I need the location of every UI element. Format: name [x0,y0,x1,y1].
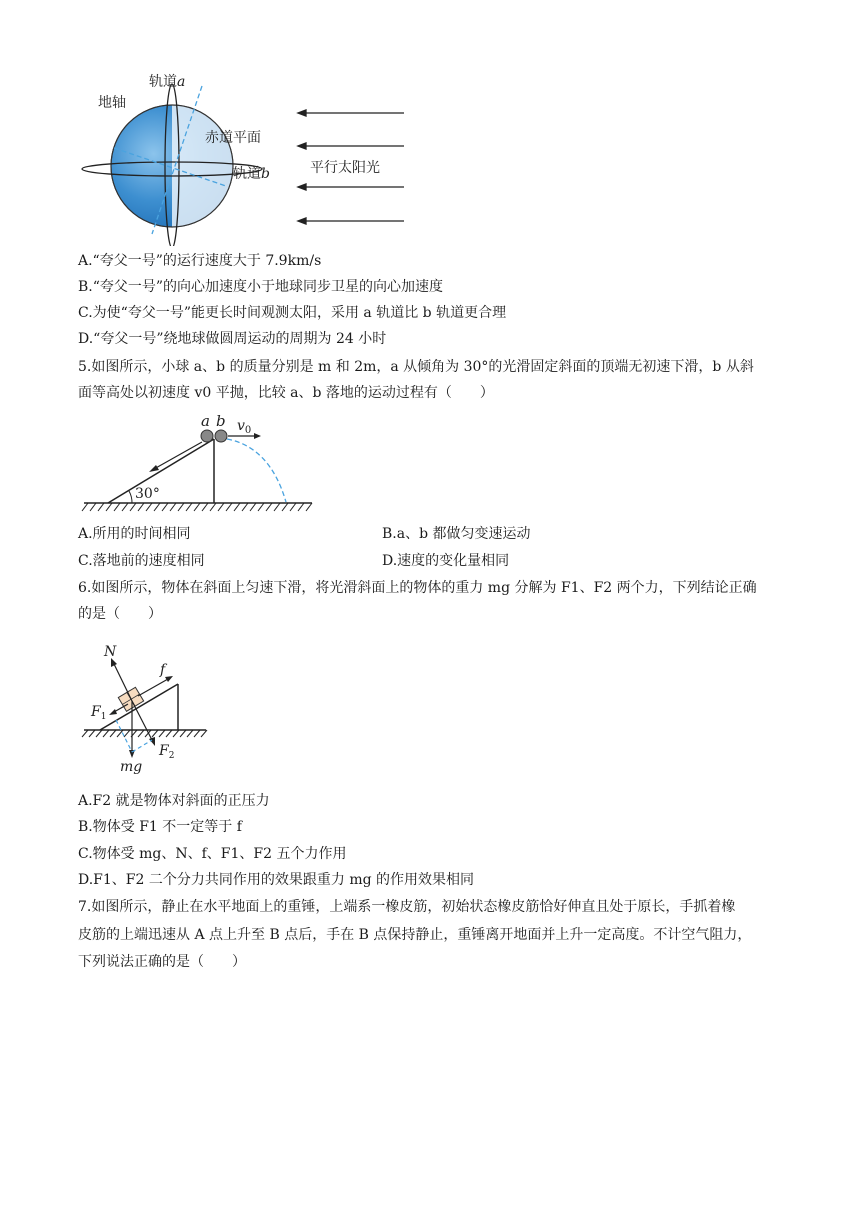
svg-text:F2: $F_2$ [159,743,175,761]
label-orbit-b: 轨道 [233,166,261,182]
incline-projectile-figure [80,412,320,516]
earth-orbit-figure [74,66,414,246]
label-mg: mg [120,759,143,775]
q4-option-c: C.为使“夸父一号”能更长时间观测太阳，采用 a 轨道比 b 轨道更合理 [78,305,507,321]
q5-option-b: B.a、b 都做匀变速运动 [382,526,531,542]
label-F2: F [159,743,169,759]
label-axis: 地轴 [98,95,126,111]
q5-stem-line1: 5.如图所示，小球 a、b 的质量分别是 m 和 2m，a 从倾角为 30°的光滑固定斜面的顶端无初速下滑，b 从斜 [78,359,754,375]
label-b: b [216,412,226,430]
q4-option-b: B.“夸父一号”的向心加速度小于地球同步卫星的向心加速度 [78,279,444,295]
label-angle: 30° [135,486,160,502]
label-sunlight: 平行太阳光 [310,160,380,176]
label-a: a [201,412,210,430]
ball-b [215,430,227,442]
q7-stem-line1: 7.如图所示，静止在水平地面上的重锤，上端系一橡皮筋，初始状态橡皮筋恰好伸直且处于原长，手抓着橡 [78,899,736,915]
label-orbit-a: 轨道 [149,74,177,90]
q7-stem-line2: 皮筋的上端迅速从 A 点上升至 B 点后，手在 B 点保持静止，重锤离开地面并上升一定高度。不计空气阻力， [78,927,752,943]
trajectory-b [227,439,286,502]
label-f: f [160,662,166,678]
svg-text:轨道a: 轨道a [149,74,186,90]
label-v0: v [237,418,245,434]
q7-stem-line3: 下列说法正确的是（ ） [78,954,246,970]
q6-option-c: C.物体受 mg、N、f、F1、F2 五个力作用 [78,846,347,862]
q5-stem-line2: 面等高处以初速度 v0 平抛，比较 a、b 落地的运动过程有（ ） [78,385,494,401]
q4-option-d: D.“夸父一号”绕地球做圆周运动的周期为 24 小时 [78,331,387,347]
q6-option-b: B.物体受 F1 不一定等于 f [78,819,242,835]
q6-stem-line1: 6.如图所示，物体在斜面上匀速下滑，将光滑斜面上的物体的重力 mg 分解为 F1、F2 两个力，下列结论正确 [78,580,757,596]
svg-text:v0: $v_0$ [237,418,252,436]
incline-force-figure [80,640,220,780]
label-N: N [104,644,117,660]
ball-a [201,430,213,442]
q4-option-a: A.“夸父一号”的运行速度大于 7.9km/s [78,253,322,269]
q6-option-a: A.F2 就是物体对斜面的正压力 [78,793,270,809]
q5-option-a: A.所用的时间相同 [78,526,191,542]
q5-option-c: C.落地前的速度相同 [78,553,205,569]
q6-stem-line2: 的是（ ） [78,606,162,622]
label-equator: 赤道平面 [205,130,261,146]
svg-text:轨道b: 轨道b [233,166,270,182]
label-F1: F [91,704,101,720]
q5-option-d: D.速度的变化量相同 [382,553,510,569]
q6-option-d: D.F1、F2 二个分力共同作用的效果跟重力 mg 的作用效果相同 [78,872,475,888]
svg-text:F1: $F_1$ [91,704,107,722]
